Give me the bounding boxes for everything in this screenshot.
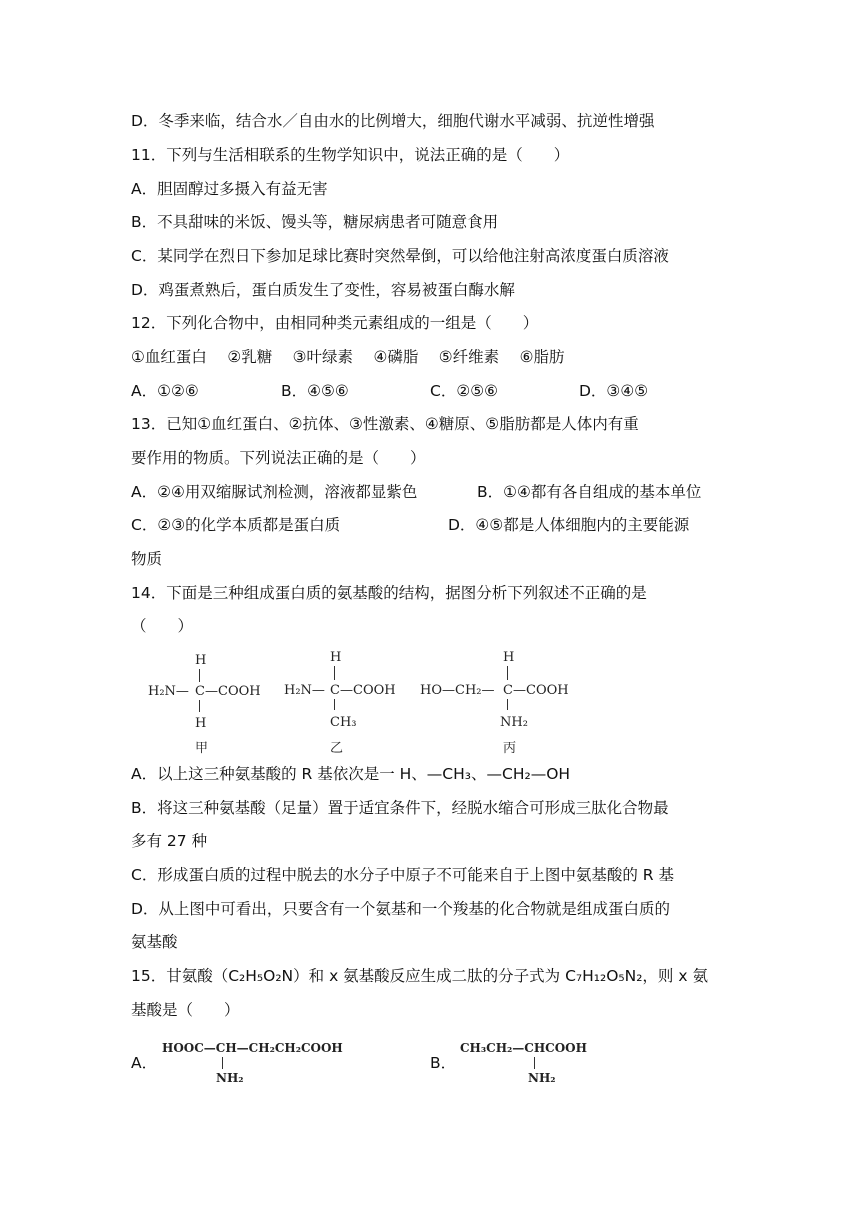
q13-option-a: A．②④用双缩脲试剂检测，溶液都显紫色 bbox=[131, 483, 418, 501]
svg-text:H: H bbox=[503, 650, 515, 665]
q13-option-b: B．①④都有各自组成的基本单位 bbox=[477, 483, 702, 501]
q10-option-d: D．冬季来临，结合水／自由水的比例增大，细胞代谢水平减弱、抗逆性增强 bbox=[131, 112, 655, 130]
q11-option-d: D．鸡蛋煮熟后，蛋白质发生了变性，容易被蛋白酶水解 bbox=[131, 281, 515, 299]
q13-stem-1: 13．已知①血红蛋白、②抗体、③性激素、④糖原、⑤脂肪都是人体内有重 bbox=[131, 415, 639, 433]
q13-option-d-cont: 物质 bbox=[131, 550, 163, 568]
amino-acid-structures bbox=[140, 646, 600, 756]
q15-stem-2: 基酸是（ ） bbox=[131, 1001, 240, 1019]
q14-stem-2: （ ） bbox=[131, 617, 194, 635]
q12-option-c: C．②⑤⑥ bbox=[430, 382, 499, 400]
svg-text:—COOH: —COOH bbox=[340, 683, 396, 698]
q11-stem: 11．下列与生活相联系的生物学知识中，说法正确的是（ ） bbox=[131, 146, 570, 164]
svg-text:HO—CH₂—: HO—CH₂— bbox=[420, 683, 495, 698]
svg-text:H: H bbox=[195, 716, 207, 731]
svg-text:NH₂: NH₂ bbox=[528, 1071, 556, 1085]
q12-option-b: B．④⑤⑥ bbox=[281, 382, 349, 400]
svg-text:NH₂: NH₂ bbox=[500, 715, 528, 730]
svg-text:C: C bbox=[503, 683, 513, 698]
svg-text:H₂N—: H₂N— bbox=[284, 683, 325, 698]
q11-option-c: C．某同学在烈日下参加足球比赛时突然晕倒，可以给他注射高浓度蛋白质溶液 bbox=[131, 247, 669, 265]
q11-option-a: A．胆固醇过多摄入有益无害 bbox=[131, 180, 328, 198]
q14-option-d-2: 氨基酸 bbox=[131, 933, 178, 951]
svg-text:丙: 丙 bbox=[503, 741, 517, 756]
q13-stem-2: 要作用的物质。下列说法正确的是（ ） bbox=[131, 449, 426, 467]
q12-option-a: A．①②⑥ bbox=[131, 382, 199, 400]
q12-option-d: D．③④⑤ bbox=[579, 382, 649, 400]
q15-option-b-structure bbox=[458, 1036, 618, 1088]
q14-stem-1: 14．下面是三种组成蛋白质的氨基酸的结构，据图分析下列叙述不正确的是 bbox=[131, 584, 647, 602]
svg-text:CH₃: CH₃ bbox=[330, 715, 357, 730]
svg-text:C: C bbox=[330, 683, 340, 698]
svg-text:乙: 乙 bbox=[330, 741, 344, 756]
q14-option-b-2: 多有 27 种 bbox=[131, 832, 208, 850]
q12-items: ①血红蛋白 ②乳糖 ③叶绿素 ④磷脂 ⑤纤维素 ⑥脂肪 bbox=[131, 348, 565, 366]
q14-option-c: C．形成蛋白质的过程中脱去的水分子中原子不可能来自于上图中氨基酸的 R 基 bbox=[131, 866, 674, 884]
q13-option-c: C．②③的化学本质都是蛋白质 bbox=[131, 516, 341, 534]
svg-text:NH₂: NH₂ bbox=[216, 1071, 244, 1085]
structure-jia bbox=[148, 653, 261, 756]
q14-option-b-1: B．将这三种氨基酸（足量）置于适宜条件下，经脱水缩合可形成三肽化合物最 bbox=[131, 799, 669, 817]
structure-yi bbox=[284, 650, 396, 756]
svg-text:H: H bbox=[195, 653, 207, 668]
svg-text:C: C bbox=[195, 684, 205, 699]
svg-text:HOOC—CH—CH₂CH₂COOH: HOOC—CH—CH₂CH₂COOH bbox=[162, 1041, 343, 1055]
q14-option-a: A．以上这三种氨基酸的 R 基依次是一 H、—CH₃、—CH₂—OH bbox=[131, 765, 571, 783]
q15-stem-1: 15．甘氨酸（C₂H₅O₂N）和 x 氨基酸反应生成二肽的分子式为 C₇H₁₂O₅N₂，则 x 氨 bbox=[131, 967, 708, 985]
q13-option-d: D．④⑤都是人体细胞内的主要能源 bbox=[448, 516, 690, 534]
structure-bing bbox=[420, 650, 569, 756]
q11-option-b: B．不具甜味的米饭、馒头等，糖尿病患者可随意食用 bbox=[131, 213, 499, 231]
svg-text:—COOH: —COOH bbox=[513, 683, 569, 698]
svg-text:CH₃CH₂—CHCOOH: CH₃CH₂—CHCOOH bbox=[460, 1041, 587, 1055]
q15-option-a-structure bbox=[160, 1036, 360, 1088]
q14-option-d-1: D．从上图中可看出，只要含有一个氨基和一个羧基的化合物就是组成蛋白质的 bbox=[131, 900, 670, 918]
q15-option-a-label: A． bbox=[131, 1054, 158, 1072]
svg-text:甲: 甲 bbox=[195, 741, 209, 756]
svg-text:H: H bbox=[330, 650, 342, 665]
q15-option-b-label: B． bbox=[430, 1054, 457, 1072]
q12-stem: 12．下列化合物中，由相同种类元素组成的一组是（ ） bbox=[131, 314, 539, 332]
svg-text:—COOH: —COOH bbox=[205, 684, 261, 699]
svg-text:H₂N—: H₂N— bbox=[148, 684, 189, 699]
